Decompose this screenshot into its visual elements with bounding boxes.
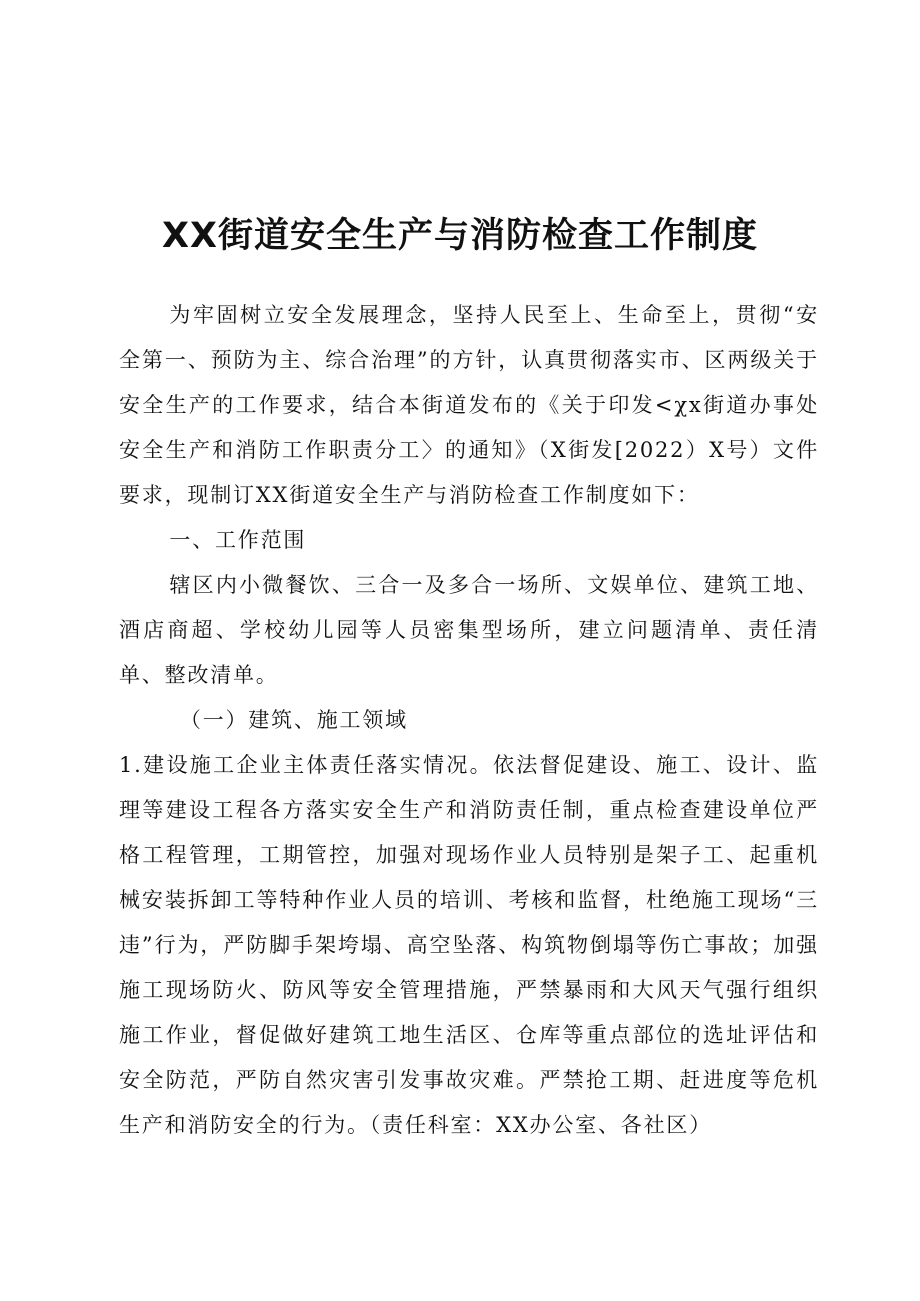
subsection-heading: （一）建筑、施工领域 [179,708,408,732]
intro-paragraph: 为牢固树立安全发展理念，坚持人民至上、生命至上，贯彻“安全第一、预防为主、综合治理”的方针，认真贯彻落实市、区两级关于安全生产的工作要求，结合本街道发布的《关于印发<χx街道办事处安全生产和消防工作职责分工〉的通知》（X街发[2022）X号）文件要求，现制订XX街道安全生产与消防检查工作制度如下： [119,303,819,507]
document-body [119,293,819,1148]
item-paragraph: 1.建设施工企业主体责任落实情况。依法督促建设、施工、设计、监理等建设工程各方落实安全生产和消防责任制，重点检查建设单位严格工程管理，工期管控，加强对现场作业人员特别是架子工、起重机械安装拆卸工等特种作业人员的培训、考核和监督，杜绝施工现场“三违”行为，严防脚手架垮塌、高空坠落、构筑物倒塌等伤亡事故；加强施工现场防火、防风等安全管理措施，严禁暴雨和大风天气强行组织施工作业，督促做好建筑工地生活区、仓库等重点部位的选址评估和安全防范，严防自然灾害引发事故灾难。严禁抢工期、赶进度等危机生产和消防安全的行为。（责任科室：XX办公室、各社区） [119,753,819,1137]
section-paragraph: 辖区内小微餐饮、三合一及多合一场所、文娱单位、建筑工地、酒店商超、学校幼儿园等人员密集型场所，建立问题清单、责任清单、整改清单。 [119,573,819,687]
document-title: XX街道安全生产与消防检查工作制度 [162,216,758,256]
section-heading: 一、工作范围 [169,528,307,552]
